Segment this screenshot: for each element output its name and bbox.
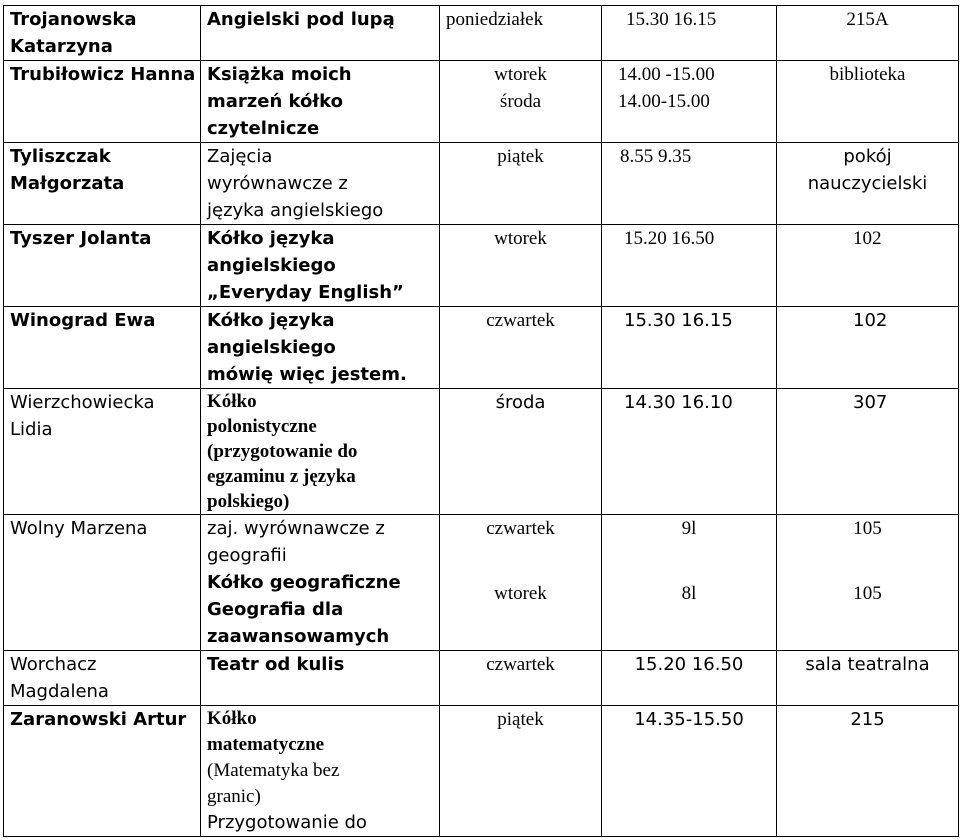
teacher-name: Trojanowska <box>10 9 137 30</box>
activity-cell <box>201 61 440 143</box>
activity-cell <box>201 515 440 651</box>
room: biblioteka <box>829 64 906 85</box>
room-cell <box>777 143 959 225</box>
time-cell <box>602 225 777 307</box>
time-cell <box>602 515 777 651</box>
activity-name: Zajęcia <box>207 146 273 167</box>
room-cell <box>777 389 959 515</box>
day: czwartek <box>486 310 555 331</box>
day: środa <box>495 392 546 413</box>
activity-name: Przygotowanie do <box>207 812 367 833</box>
time: 14.35-15.50 <box>634 709 744 730</box>
activity-cell <box>201 225 440 307</box>
teacher-cell <box>4 651 201 706</box>
activity-name: (przygotowanie do <box>207 441 358 462</box>
activity-name: Kółko <box>207 391 257 412</box>
room: 105 <box>853 583 882 604</box>
room-cell <box>777 61 959 143</box>
activity-name: matematyczne <box>207 734 325 755</box>
activity-cell <box>201 651 440 706</box>
room-cell <box>777 651 959 706</box>
time: 14.00-15.00 <box>618 91 710 112</box>
activity-name: Geografia dla <box>207 599 344 620</box>
schedule-table <box>3 5 959 837</box>
day-cell <box>440 651 602 706</box>
activity-name: zaawansowamych <box>207 626 390 647</box>
activity-name: „Everyday English” <box>207 282 404 303</box>
activity-name: Teatr od kulis <box>207 654 345 675</box>
day-cell <box>440 706 602 837</box>
room: 215 <box>850 709 885 730</box>
teacher-cell <box>4 307 201 389</box>
day: środa <box>499 91 542 112</box>
table-row <box>4 61 959 143</box>
day-cell <box>440 61 602 143</box>
table-row <box>4 6 959 61</box>
teacher-cell <box>4 6 201 61</box>
activity-name: języka angielskiego <box>207 200 384 221</box>
activity-name: egzaminu z języka <box>207 466 356 487</box>
activity-name: polskiego) <box>207 491 290 512</box>
table-row <box>4 706 959 837</box>
day: piątek <box>497 146 544 167</box>
room: sala teatralna <box>805 654 930 675</box>
time: 15.20 16.50 <box>624 228 715 249</box>
activity-cell <box>201 307 440 389</box>
room: 105 <box>853 518 882 539</box>
teacher-cell <box>4 225 201 307</box>
table-row <box>4 515 959 651</box>
activity-name: polonistyczne <box>207 416 317 437</box>
table-row <box>4 307 959 389</box>
day-cell <box>440 225 602 307</box>
teacher-name: Trubiłowicz Hanna <box>10 64 196 85</box>
activity-cell <box>201 389 440 515</box>
room-cell <box>777 515 959 651</box>
activity-name: czytelnicze <box>207 118 320 139</box>
activity-name: geografii <box>207 545 287 566</box>
room: 307 <box>853 392 888 413</box>
teacher-cell <box>4 706 201 837</box>
activity-cell <box>201 6 440 61</box>
table-row <box>4 389 959 515</box>
activity-name: Kółko <box>207 708 257 729</box>
day: wtorek <box>494 64 547 85</box>
activity-name: Książka moich <box>207 64 352 85</box>
table-row <box>4 225 959 307</box>
activity-name: wyrównawcze z <box>207 173 348 194</box>
room-cell <box>777 307 959 389</box>
activity-name: Kółko języka <box>207 310 335 331</box>
teacher-name: Tyliszczak <box>10 146 111 167</box>
day: czwartek <box>486 654 555 675</box>
activity-name: Kółko geograficzne <box>207 572 401 593</box>
time-cell <box>602 6 777 61</box>
activity-cell <box>201 143 440 225</box>
day-cell <box>440 143 602 225</box>
activity-name: angielskiego <box>207 255 336 276</box>
room: 215A <box>846 9 889 30</box>
time: 8l <box>681 583 697 604</box>
table-row <box>4 651 959 706</box>
teacher-name: Wierzchowiecka <box>10 392 155 413</box>
time-cell <box>602 307 777 389</box>
room: pokój <box>843 146 892 167</box>
room: 102 <box>853 228 882 249</box>
time: 14.30 16.10 <box>624 392 733 413</box>
day-cell <box>440 307 602 389</box>
table-row <box>4 143 959 225</box>
activity-name: Kółko języka <box>207 228 335 249</box>
room: 102 <box>853 310 888 331</box>
room-cell <box>777 6 959 61</box>
activity-cell <box>201 706 440 837</box>
day-cell <box>440 6 602 61</box>
time: 15.30 16.15 <box>626 9 717 30</box>
day: wtorek <box>494 228 547 249</box>
activity-name: mówię więc jestem. <box>207 364 407 385</box>
day: piątek <box>497 709 544 730</box>
activity-name: zaj. wyrównawcze z <box>207 518 385 539</box>
activity-name: angielskiego <box>207 337 336 358</box>
teacher-name: Katarzyna <box>10 36 113 57</box>
time: 9l <box>681 518 697 539</box>
day: wtorek <box>494 583 547 604</box>
time: 14.00 -15.00 <box>618 64 715 85</box>
time: 15.30 16.15 <box>624 310 733 331</box>
room-cell <box>777 706 959 837</box>
day-cell <box>440 389 602 515</box>
time-cell <box>602 389 777 515</box>
teacher-cell <box>4 61 201 143</box>
time: 15.20 16.50 <box>634 654 744 675</box>
day-cell <box>440 515 602 651</box>
activity-name: (Matematyka bez <box>207 760 340 781</box>
teacher-cell <box>4 143 201 225</box>
time-cell <box>602 143 777 225</box>
teacher-name: Winograd Ewa <box>10 310 156 331</box>
time-cell <box>602 706 777 837</box>
time-cell <box>602 651 777 706</box>
activity-name: marzeń kółko <box>207 91 343 112</box>
teacher-name: Tyszer Jolanta <box>10 228 152 249</box>
activity-name: Angielski pod lupą <box>207 9 395 30</box>
time-cell <box>602 61 777 143</box>
room-cell <box>777 225 959 307</box>
teacher-name: Worchacz <box>10 654 97 675</box>
teacher-name: Wolny Marzena <box>10 518 148 539</box>
time: 8.55 9.35 <box>620 146 692 167</box>
teacher-cell <box>4 515 201 651</box>
room: nauczycielski <box>807 173 928 194</box>
teacher-name: Magdalena <box>10 681 109 702</box>
teacher-cell <box>4 389 201 515</box>
teacher-name: Lidia <box>10 419 53 440</box>
teacher-name: Małgorzata <box>10 173 125 194</box>
teacher-name: Zaranowski Artur <box>10 709 187 730</box>
day: poniedziałek <box>446 9 544 30</box>
activity-name: granic) <box>207 786 261 807</box>
day: czwartek <box>486 518 555 539</box>
